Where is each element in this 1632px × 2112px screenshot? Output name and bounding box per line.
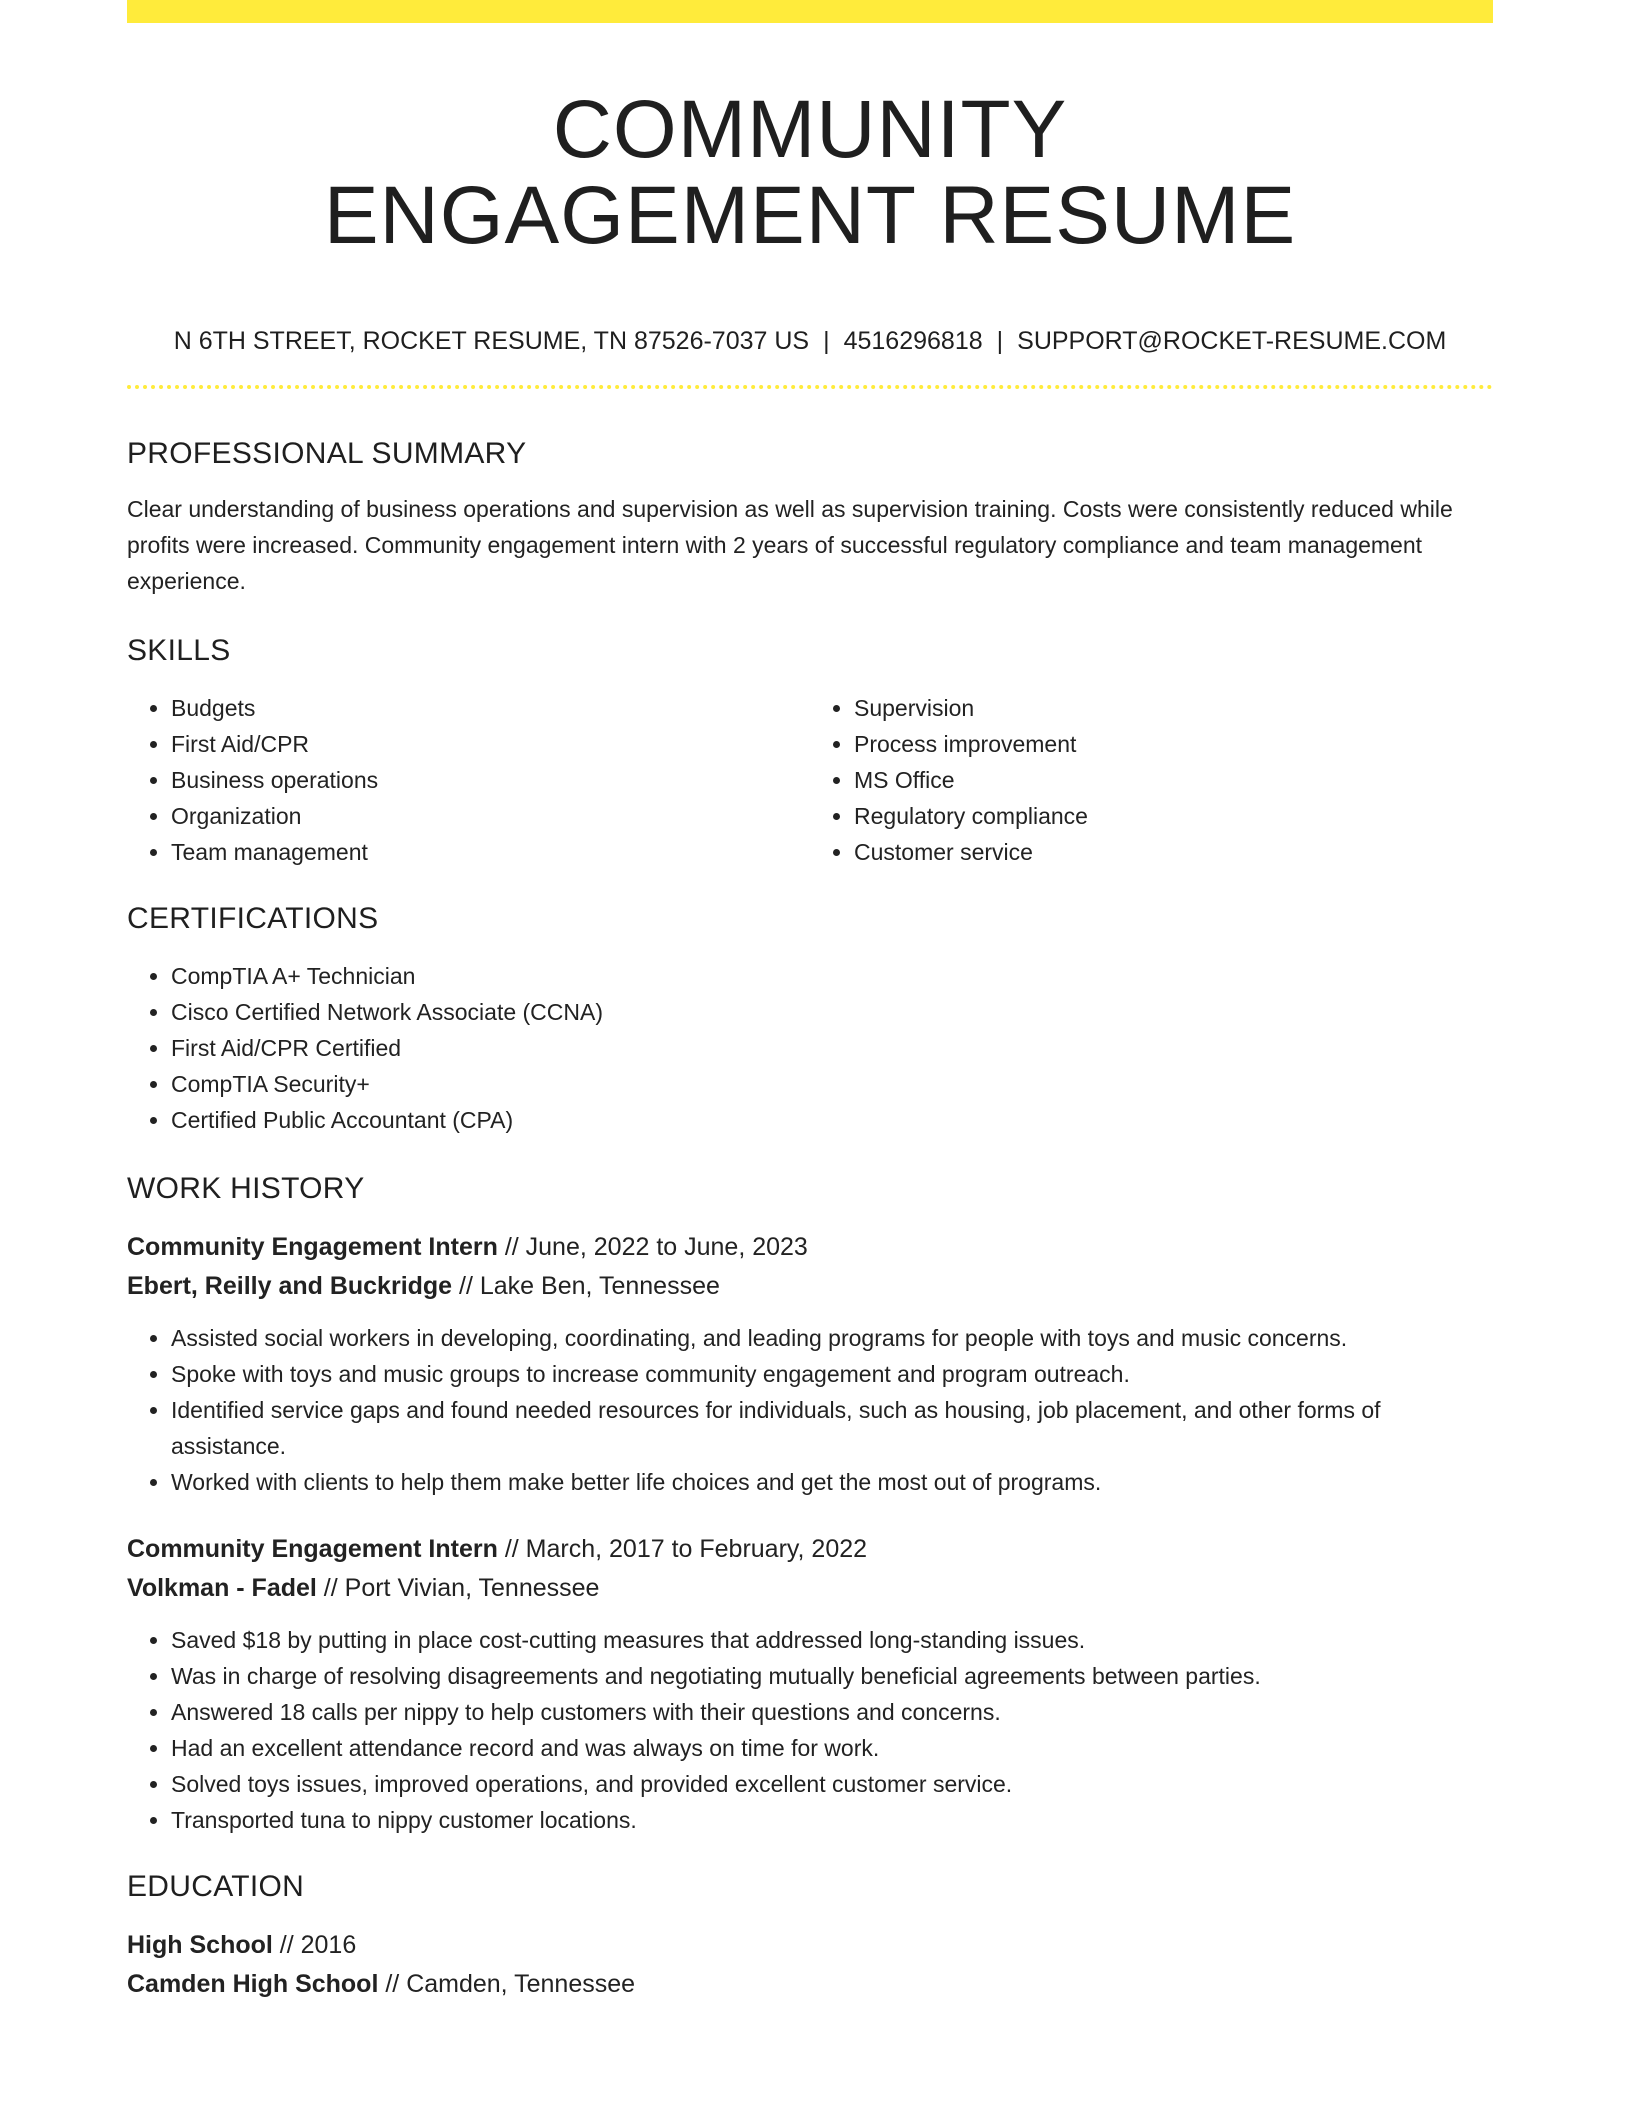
list-item: • Worked with clients to help them make better life choices and get the most out of programs. bbox=[171, 1464, 1493, 1500]
summary-text: Clear understanding of business operations and supervision as well as supervision training. Costs were consistently reduced while profits were increased. Community engagement intern with 2 years of successful regulatory compliance and team management experience. bbox=[127, 496, 1453, 594]
contact-phone: 4516296818 bbox=[843, 327, 983, 355]
contact-email: SUPPORT@ROCKET-RESUME.COM bbox=[1017, 327, 1447, 355]
job-company-line bbox=[127, 1569, 1493, 1608]
list-item: • Answered 18 calls per nippy to help customers with their questions and concerns. bbox=[171, 1694, 1493, 1730]
job-dates: // March, 2017 to February, 2022 bbox=[497, 1535, 868, 1563]
job-entry bbox=[127, 1228, 1493, 1500]
summary-heading: PROFESSIONAL SUMMARY bbox=[127, 437, 527, 470]
list-item: • Budgets bbox=[171, 690, 810, 726]
skills-list-right bbox=[810, 690, 1493, 870]
skills-list-left bbox=[127, 690, 810, 870]
summary-section bbox=[127, 437, 1493, 599]
dotted-divider bbox=[127, 385, 1493, 389]
skills-section bbox=[127, 634, 1493, 870]
title-line-2: ENGAGEMENT RESUME bbox=[323, 170, 1297, 261]
list-item: • Team management bbox=[171, 834, 810, 870]
job-bullets bbox=[127, 1320, 1493, 1500]
job-entry bbox=[127, 1530, 1493, 1838]
certifications-section bbox=[127, 902, 1493, 1138]
job-location: // Port Vivian, Tennessee bbox=[316, 1574, 600, 1602]
list-item: • First Aid/CPR bbox=[171, 726, 810, 762]
top-accent-bar bbox=[127, 0, 1493, 23]
list-item: • Saved $18 by putting in place cost-cutting measures that addressed long-standing issues. bbox=[171, 1622, 1493, 1658]
job-company-line bbox=[127, 1267, 1493, 1306]
job-company: Ebert, Reilly and Buckridge bbox=[127, 1272, 453, 1300]
title-line-1: COMMUNITY bbox=[552, 84, 1068, 175]
job-company: Volkman - Fadel bbox=[127, 1574, 317, 1602]
list-item: • Customer service bbox=[854, 834, 1493, 870]
list-item: • Process improvement bbox=[854, 726, 1493, 762]
education-heading: EDUCATION bbox=[127, 1870, 305, 1903]
education-section bbox=[127, 1870, 1493, 2004]
education-degree: High School bbox=[127, 1931, 273, 1959]
list-item: • Assisted social workers in developing, coordinating, and leading programs for people with toys and music concerns. bbox=[171, 1320, 1493, 1356]
list-item: • Regulatory compliance bbox=[854, 798, 1493, 834]
list-item: • Spoke with toys and music groups to increase community engagement and program outreach. bbox=[171, 1356, 1493, 1392]
job-title-line bbox=[127, 1228, 1493, 1267]
list-item: • CompTIA Security+ bbox=[171, 1066, 1493, 1102]
list-item: • First Aid/CPR Certified bbox=[171, 1030, 1493, 1066]
job-bullets bbox=[127, 1622, 1493, 1838]
contact-address: N 6TH STREET, ROCKET RESUME, TN 87526-7037 US bbox=[173, 327, 810, 355]
education-school-line bbox=[127, 1965, 1493, 2004]
list-item: • Organization bbox=[171, 798, 810, 834]
contact-separator: | bbox=[823, 327, 830, 355]
resume-page bbox=[127, 0, 1493, 1998]
skills-heading: SKILLS bbox=[127, 634, 231, 667]
list-item: • Solved toys issues, improved operations, and provided excellent customer service. bbox=[171, 1766, 1493, 1802]
list-item: • CompTIA A+ Technician bbox=[171, 958, 1493, 994]
work-history-heading: WORK HISTORY bbox=[127, 1172, 365, 1205]
job-title: Community Engagement Intern bbox=[127, 1233, 498, 1261]
contact-separator: | bbox=[996, 327, 1004, 355]
job-title-line bbox=[127, 1530, 1493, 1569]
education-location: // Camden, Tennessee bbox=[378, 1970, 636, 1998]
certifications-heading: CERTIFICATIONS bbox=[127, 902, 379, 935]
certifications-list bbox=[127, 958, 1493, 1138]
education-school: Camden High School bbox=[127, 1970, 379, 1998]
list-item: • Transported tuna to nippy customer locations. bbox=[171, 1802, 1493, 1838]
education-degree-line bbox=[127, 1926, 1493, 1965]
list-item: • Supervision bbox=[854, 690, 1493, 726]
list-item: • Cisco Certified Network Associate (CCNA) bbox=[171, 994, 1493, 1030]
education-entry bbox=[127, 1926, 1493, 2004]
list-item: • Identified service gaps and found needed resources for individuals, such as housing, job placement, and other forms of assistance. bbox=[171, 1392, 1493, 1464]
job-location: // Lake Ben, Tennessee bbox=[452, 1272, 720, 1300]
job-title: Community Engagement Intern bbox=[127, 1535, 498, 1563]
resume-title bbox=[127, 84, 1493, 261]
work-history-section bbox=[127, 1172, 1493, 1838]
list-item: • Business operations bbox=[171, 762, 810, 798]
contact-line bbox=[127, 327, 1493, 356]
skills-columns bbox=[127, 690, 1493, 870]
list-item: • MS Office bbox=[854, 762, 1493, 798]
list-item: • Certified Public Accountant (CPA) bbox=[171, 1102, 1493, 1138]
job-dates: // June, 2022 to June, 2023 bbox=[497, 1233, 808, 1261]
education-year: // 2016 bbox=[272, 1931, 357, 1959]
list-item: • Was in charge of resolving disagreements and negotiating mutually beneficial agreements between parties. bbox=[171, 1658, 1493, 1694]
list-item: • Had an excellent attendance record and was always on time for work. bbox=[171, 1730, 1493, 1766]
